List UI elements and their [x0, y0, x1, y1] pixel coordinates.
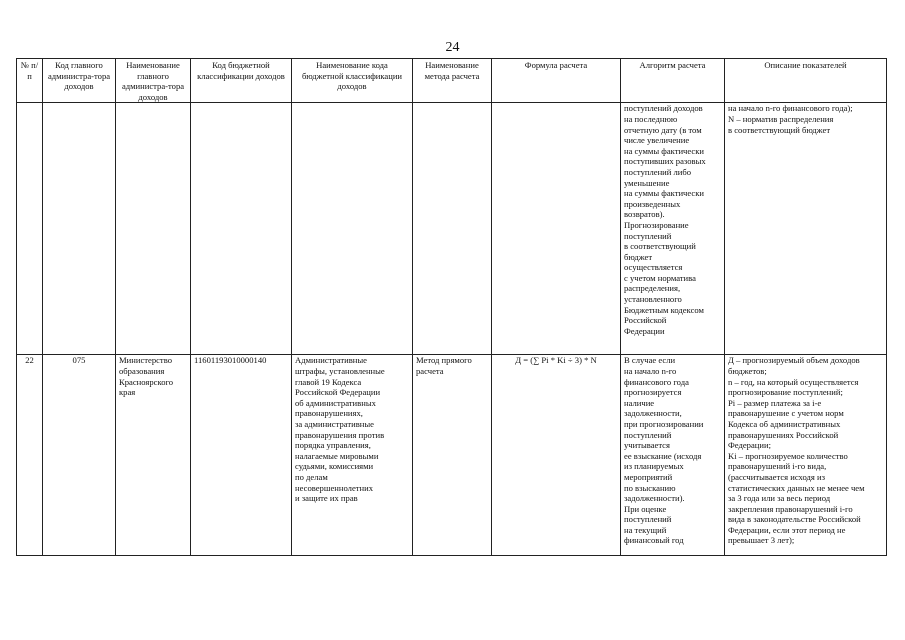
text-line: порядка управления,: [295, 440, 371, 451]
text-line: поступлений либо: [624, 166, 692, 177]
text-line: бюджет: [624, 251, 653, 262]
header-admin-name: Наименование главного администра-тора доходов: [116, 59, 191, 103]
header-number: № п/п: [17, 59, 43, 103]
table-row-22: [17, 355, 887, 556]
text-line: поступлений: [624, 514, 672, 525]
cell-empty: [191, 103, 292, 355]
cell-empty: [413, 103, 492, 355]
text-line: В случае если: [624, 355, 676, 366]
cell-algorithm: [621, 355, 725, 556]
text-line: штрафы, установленные: [295, 365, 385, 376]
header-algorithm: Алгоритм расчета: [621, 59, 725, 103]
text-line: При оценке: [624, 503, 667, 514]
text-line: поступлений: [624, 230, 672, 241]
text-line: Ki – прогнозируемое количество: [728, 450, 848, 461]
text-line: на начало n-го: [624, 365, 677, 376]
cell-empty: [43, 103, 116, 355]
text-line: поступлений: [624, 429, 672, 440]
text-line: прогнозирование поступлений;: [728, 387, 843, 398]
cell-number: 22: [17, 355, 43, 556]
text-line: превышает 3 лет);: [728, 535, 795, 546]
text-line: в соответствующий: [624, 241, 696, 252]
text-line: правонарушениях Российской: [728, 429, 839, 440]
text-line: Российской: [624, 315, 667, 326]
text-line: Бюджетным кодексом: [624, 304, 704, 315]
text-line: по взысканию: [624, 482, 676, 493]
text-line: n – год, на который осуществляется: [728, 376, 859, 387]
text-line: налагаемые мировыми: [295, 450, 379, 461]
header-kbk: Код бюджетной классификации доходов: [191, 59, 292, 103]
text-line: Д – прогнозируемый объем доходов: [728, 355, 860, 366]
cell-admin-code: 075: [43, 355, 116, 556]
text-line: из планируемых: [624, 461, 684, 472]
text-line: на суммы фактически: [624, 188, 704, 199]
text-line: судьями, комиссиями: [295, 461, 374, 472]
cell-empty: [292, 103, 413, 355]
header-kbk-name: Наименование кода бюджетной классификации доходов: [292, 59, 413, 103]
text-line: на начало n-го финансового года);: [728, 103, 853, 114]
text-line: числе увеличение: [624, 135, 690, 146]
header-description: Описание показателей: [725, 59, 887, 103]
text-line: ее взыскание (исходя: [624, 450, 702, 461]
text-line: бюджетов;: [728, 365, 767, 376]
text-line: закрепления правонарушений i-го: [728, 503, 853, 514]
text-line: за административные: [295, 418, 374, 429]
text-line: отчетную дату (в том: [624, 124, 702, 135]
text-line: (рассчитывается исходя из: [728, 471, 826, 482]
text-line: Федерации;: [728, 440, 771, 451]
text-line: Федерации: [624, 325, 665, 336]
text-line: в соответствующий бюджет: [728, 124, 831, 135]
text-line: правонарушений i-го вида,: [728, 461, 827, 472]
cell-kbk: 11601193010000140: [191, 355, 292, 556]
cell-empty: [492, 103, 621, 355]
text-line: задолженности,: [624, 408, 682, 419]
header-admin-code: Код главного администра-тора доходов: [43, 59, 116, 103]
text-line: распределения,: [624, 283, 681, 294]
text-line: несовершеннолетних: [295, 482, 374, 493]
formula-text: Д = (∑ Pi * Ki ÷ 3) * N: [515, 355, 597, 366]
cell-formula: [492, 355, 621, 556]
text-line: поступивших разовых: [624, 156, 706, 167]
text-line: прогнозируется: [624, 387, 682, 398]
table-row-continued: [17, 103, 887, 355]
text-line: финансового года: [624, 376, 689, 387]
cell-description: [725, 355, 887, 556]
cell-algorithm: [621, 103, 725, 355]
text-line: финансовый год: [624, 535, 684, 546]
text-line: и защите их прав: [295, 493, 358, 504]
text-line: установленного: [624, 294, 682, 305]
revenue-methodology-table: [16, 58, 887, 556]
text-line: наличие: [624, 397, 655, 408]
header-method: Наименование метода расчета: [413, 59, 492, 103]
cell-empty: [116, 103, 191, 355]
text-line: Федерации, если этот период не: [728, 524, 846, 535]
text-line: главой 19 Кодекса: [295, 376, 362, 387]
text-line: осуществляется: [624, 262, 683, 273]
text-line: N – норматив распределения: [728, 113, 834, 124]
text-line: на суммы фактически: [624, 145, 704, 156]
cell-kbk-name: [292, 355, 413, 556]
text-line: возвратов).: [624, 209, 665, 220]
text-line: при прогнозировании: [624, 418, 704, 429]
cell-description: [725, 103, 887, 355]
text-line: по делам: [295, 471, 328, 482]
text-line: правонарушение с учетом норм: [728, 408, 844, 419]
cell-admin-name: Министерство образования Красноярского края: [116, 355, 191, 556]
text-line: правонарушения против: [295, 429, 385, 440]
header-formula: Формула расчета: [492, 59, 621, 103]
text-line: статистических данных не менее чем: [728, 482, 865, 493]
text-line: Прогнозирование: [624, 219, 689, 230]
text-line: на последнюю: [624, 113, 678, 124]
text-line: Кодекса об административных: [728, 418, 841, 429]
cell-method: Метод прямого расчета: [413, 355, 492, 556]
text-line: произведенных: [624, 198, 681, 209]
text-line: об административных: [295, 397, 376, 408]
text-line: уменьшение: [624, 177, 670, 188]
text-line: с учетом норматива: [624, 272, 696, 283]
text-line: за 3 года или за весь период: [728, 493, 831, 504]
text-line: Административные: [295, 355, 367, 366]
text-line: правонарушениях,: [295, 408, 363, 419]
text-line: Pi – размер платежа за i-е: [728, 397, 822, 408]
page-number: 24: [445, 40, 460, 55]
table-header-row: [17, 59, 887, 103]
text-line: Российской Федерации: [295, 387, 381, 398]
text-line: учитывается: [624, 440, 670, 451]
text-line: на текущий: [624, 524, 667, 535]
text-line: вида в законодательстве Российской: [728, 514, 861, 525]
text-line: мероприятий: [624, 471, 673, 482]
text-line: задолженности).: [624, 493, 685, 504]
text-line: поступлений доходов: [624, 103, 703, 114]
cell-empty: [17, 103, 43, 355]
